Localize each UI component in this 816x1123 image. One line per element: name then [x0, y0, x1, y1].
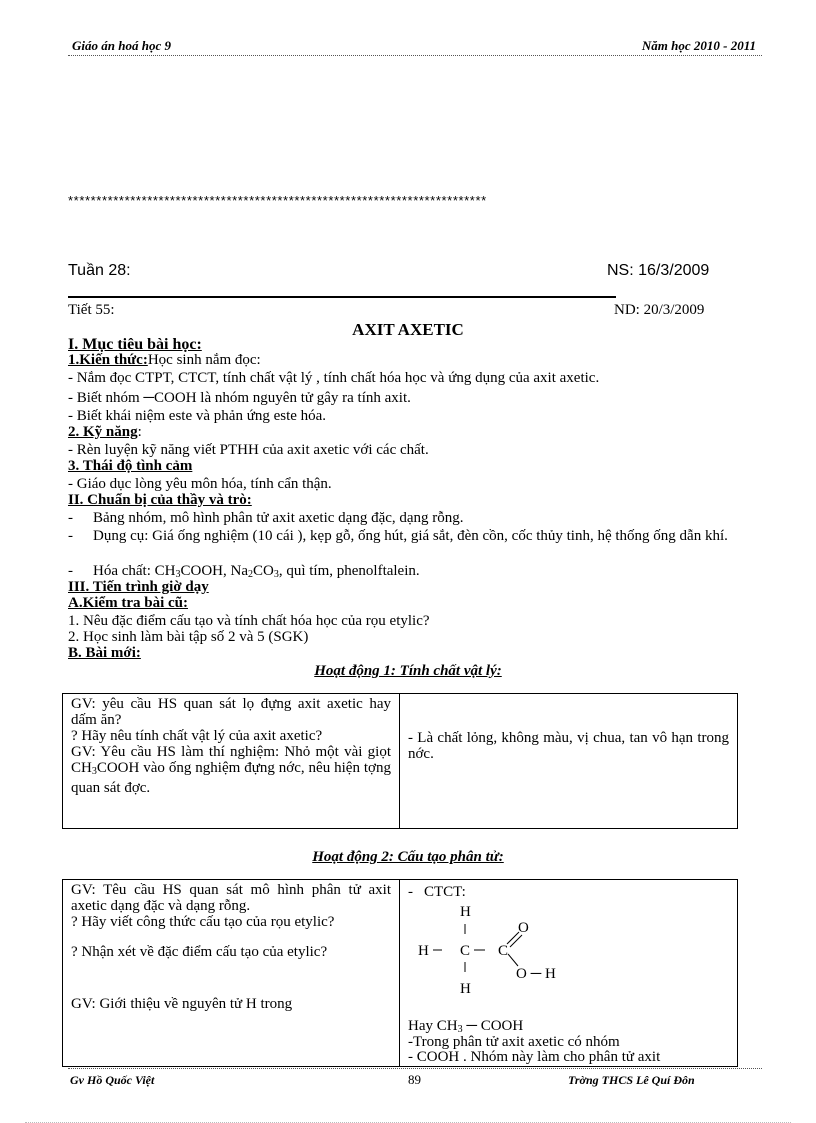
- teacher-column: [63, 880, 400, 1067]
- teacher-instruction-2: GV: Giới thiệu về nguyên tử H trong: [71, 996, 293, 1012]
- prep-item-1: Bảng nhóm, mô hình phân tử axit axetic dạng đặc, dạng rỗng.: [93, 510, 464, 526]
- structure-area: [400, 880, 737, 1066]
- ctct-label: CTCT:: [424, 884, 466, 900]
- explanation-line-1: -Trong phân tử axit axetic có nhóm: [408, 1034, 620, 1050]
- teacher-instruction-2: [71, 744, 391, 796]
- skills-label: 2. Kỹ năng: [68, 424, 138, 440]
- footer-page-number: 89: [408, 1072, 421, 1087]
- new-lesson-heading: B. Bài mới:: [68, 645, 141, 661]
- knowledge-label-rest: Học sinh nắm đọc:: [147, 352, 261, 368]
- atom-c1: C: [460, 943, 471, 959]
- text: ─ COOH: [462, 1018, 524, 1034]
- week-label: [68, 262, 131, 280]
- knowledge-item-3: - Biết khái niệm este và phản ứng este hóa.: [68, 408, 327, 424]
- knowledge-item-1: - Nắm đọc CTPT, CTCT, tính chất vật lý , tính chất hóa học và ứng dụng của axit axetic.: [68, 370, 600, 386]
- footer-divider: [68, 1068, 762, 1069]
- ctct-bullet: -: [408, 884, 413, 900]
- atom-o-top: O: [518, 920, 529, 936]
- atom-h-left: H: [418, 943, 429, 959]
- review-heading: A.Kiểm tra bài cũ:: [68, 595, 188, 611]
- bond-c2-oh: [508, 954, 518, 966]
- prep-item-2: Dụng cụ: Giá ống nghiệm (10 cái ), kẹp gỗ, ống hút, giá sắt, đèn cồn, cốc thủy tinh, hệ thống ống dẫn khí.: [93, 528, 728, 544]
- bond-c2-o-double-a: [507, 932, 519, 944]
- week-rule: [68, 296, 616, 298]
- activity-2-table: [62, 879, 738, 1067]
- knowledge-heading: [68, 352, 261, 369]
- skills-item-1: - Rèn luyện kỹ năng viết PTHH của axit axetic với các chất.: [68, 442, 429, 458]
- section-objectives: I. Mục tiêu bài học:: [68, 336, 202, 353]
- activity-1-title: Hoạt động 1: Tính chất vật lý:: [314, 663, 502, 679]
- text: GV: Yêu cầu HS làm thí nghiệm: Nhỏ một vài giọt CH: [71, 744, 391, 776]
- footer-teacher: Gv Hồ Quốc Việt: [70, 1073, 155, 1087]
- teacher-instruction-1: GV: yêu cầu HS quan sát lọ đựng axit axetic hay dấm ăn?: [71, 696, 391, 728]
- atom-h-top: H: [460, 904, 471, 920]
- text: COOH vào ống nghiệm đựng nớc, nêu hiện tợng quan sát đợc.: [71, 760, 391, 796]
- atom-oh: O ─ H: [516, 966, 556, 982]
- skills-heading: [68, 424, 142, 441]
- week-label-text: Tuần 28:: [68, 262, 131, 279]
- review-item-2: 2. Học sinh làm bài tập số 2 và 5 (SGK): [68, 629, 309, 645]
- text: Hay CH: [408, 1018, 458, 1034]
- atom-h-bottom: H: [460, 981, 471, 997]
- teacher-question-1: ? Hãy nêu tính chất vật lý của axit axetic?: [71, 728, 323, 744]
- skills-colon: :: [137, 424, 142, 440]
- chem-text: COOH, Na: [180, 563, 248, 579]
- footer-school: Trờng THCS Lê Quí Đôn: [568, 1073, 695, 1087]
- table-row: [63, 694, 738, 829]
- teacher-question-1: ? Hãy viết công thức cấu tạo của rọu etylic?: [71, 914, 335, 930]
- chem-text: CO: [252, 563, 274, 579]
- ns-date: NS: 16/3/2009: [607, 262, 710, 279]
- prep-bullet-1: -: [68, 510, 73, 526]
- header-divider: [68, 55, 762, 56]
- chem-sub: 3: [457, 1024, 463, 1035]
- knowledge-item-2: - Biết nhóm ─COOH là nhóm nguyên tử gây ra tính axit.: [68, 390, 411, 406]
- chem-text: Hóa chất: CH: [93, 563, 176, 579]
- nd-date: ND: 20/3/2009: [614, 302, 705, 318]
- teacher-instruction-1: GV: Têu cầu HS quan sát mô hình phân tử axit axetic dạng đặc và dạng rỗng.: [71, 882, 391, 914]
- section-preparation: II. Chuẩn bị của thầy và trò:: [68, 492, 252, 508]
- teacher-column: [63, 694, 400, 829]
- activity-2-title: Hoạt động 2: Cấu tạo phân tử:: [312, 849, 504, 865]
- prep-bullet-3: -: [68, 563, 73, 579]
- attitude-item-1: - Giáo dục lòng yêu môn hóa, tính cẩn thận.: [68, 476, 332, 492]
- structural-formula: [400, 880, 730, 1010]
- header-right: Năm học 2010 - 2011: [641, 38, 756, 53]
- atom-c2: C: [498, 943, 509, 959]
- table-row: [63, 880, 738, 1067]
- prep-bullet-2: -: [68, 528, 73, 544]
- student-column: [400, 694, 738, 829]
- physical-properties-answer: - Là chất lỏng, không màu, vị chua, tan vô hạn trong nớc.: [408, 730, 729, 762]
- spacer: [71, 960, 391, 996]
- chem-text: , quì tím, phenolftalein.: [278, 563, 420, 579]
- header-left: Giáo án hoá học 9: [72, 38, 171, 53]
- teacher-question-2: ? Nhận xét về đặc điểm cấu tạo của etylic?: [71, 944, 328, 960]
- chem-sub: 2: [247, 569, 253, 580]
- star-divider: **************************************************************************: [68, 193, 487, 208]
- bond-c2-o-double-b: [510, 935, 522, 947]
- chem-sub: 3: [91, 766, 97, 777]
- knowledge-label: 1.Kiến thức:: [68, 352, 148, 368]
- attitude-heading: 3. Thái độ tình cảm: [68, 458, 193, 474]
- chem-sub: 3: [175, 569, 181, 580]
- student-column: [400, 880, 738, 1067]
- section-procedure: III. Tiến trình giờ dạy: [68, 579, 209, 595]
- lesson-title: AXIT AXETIC: [352, 320, 464, 339]
- chem-sub: 3: [273, 569, 279, 580]
- spacer: [71, 930, 391, 944]
- review-item-1: 1. Nêu đặc điểm cấu tạo và tính chất hóa học của rọu etylic?: [68, 613, 430, 629]
- tiet-label: Tiết 55:: [68, 302, 115, 318]
- explanation-line-2: - COOH . Nhóm này làm cho phân tử axit: [408, 1049, 661, 1065]
- activity-1-table: [62, 693, 738, 829]
